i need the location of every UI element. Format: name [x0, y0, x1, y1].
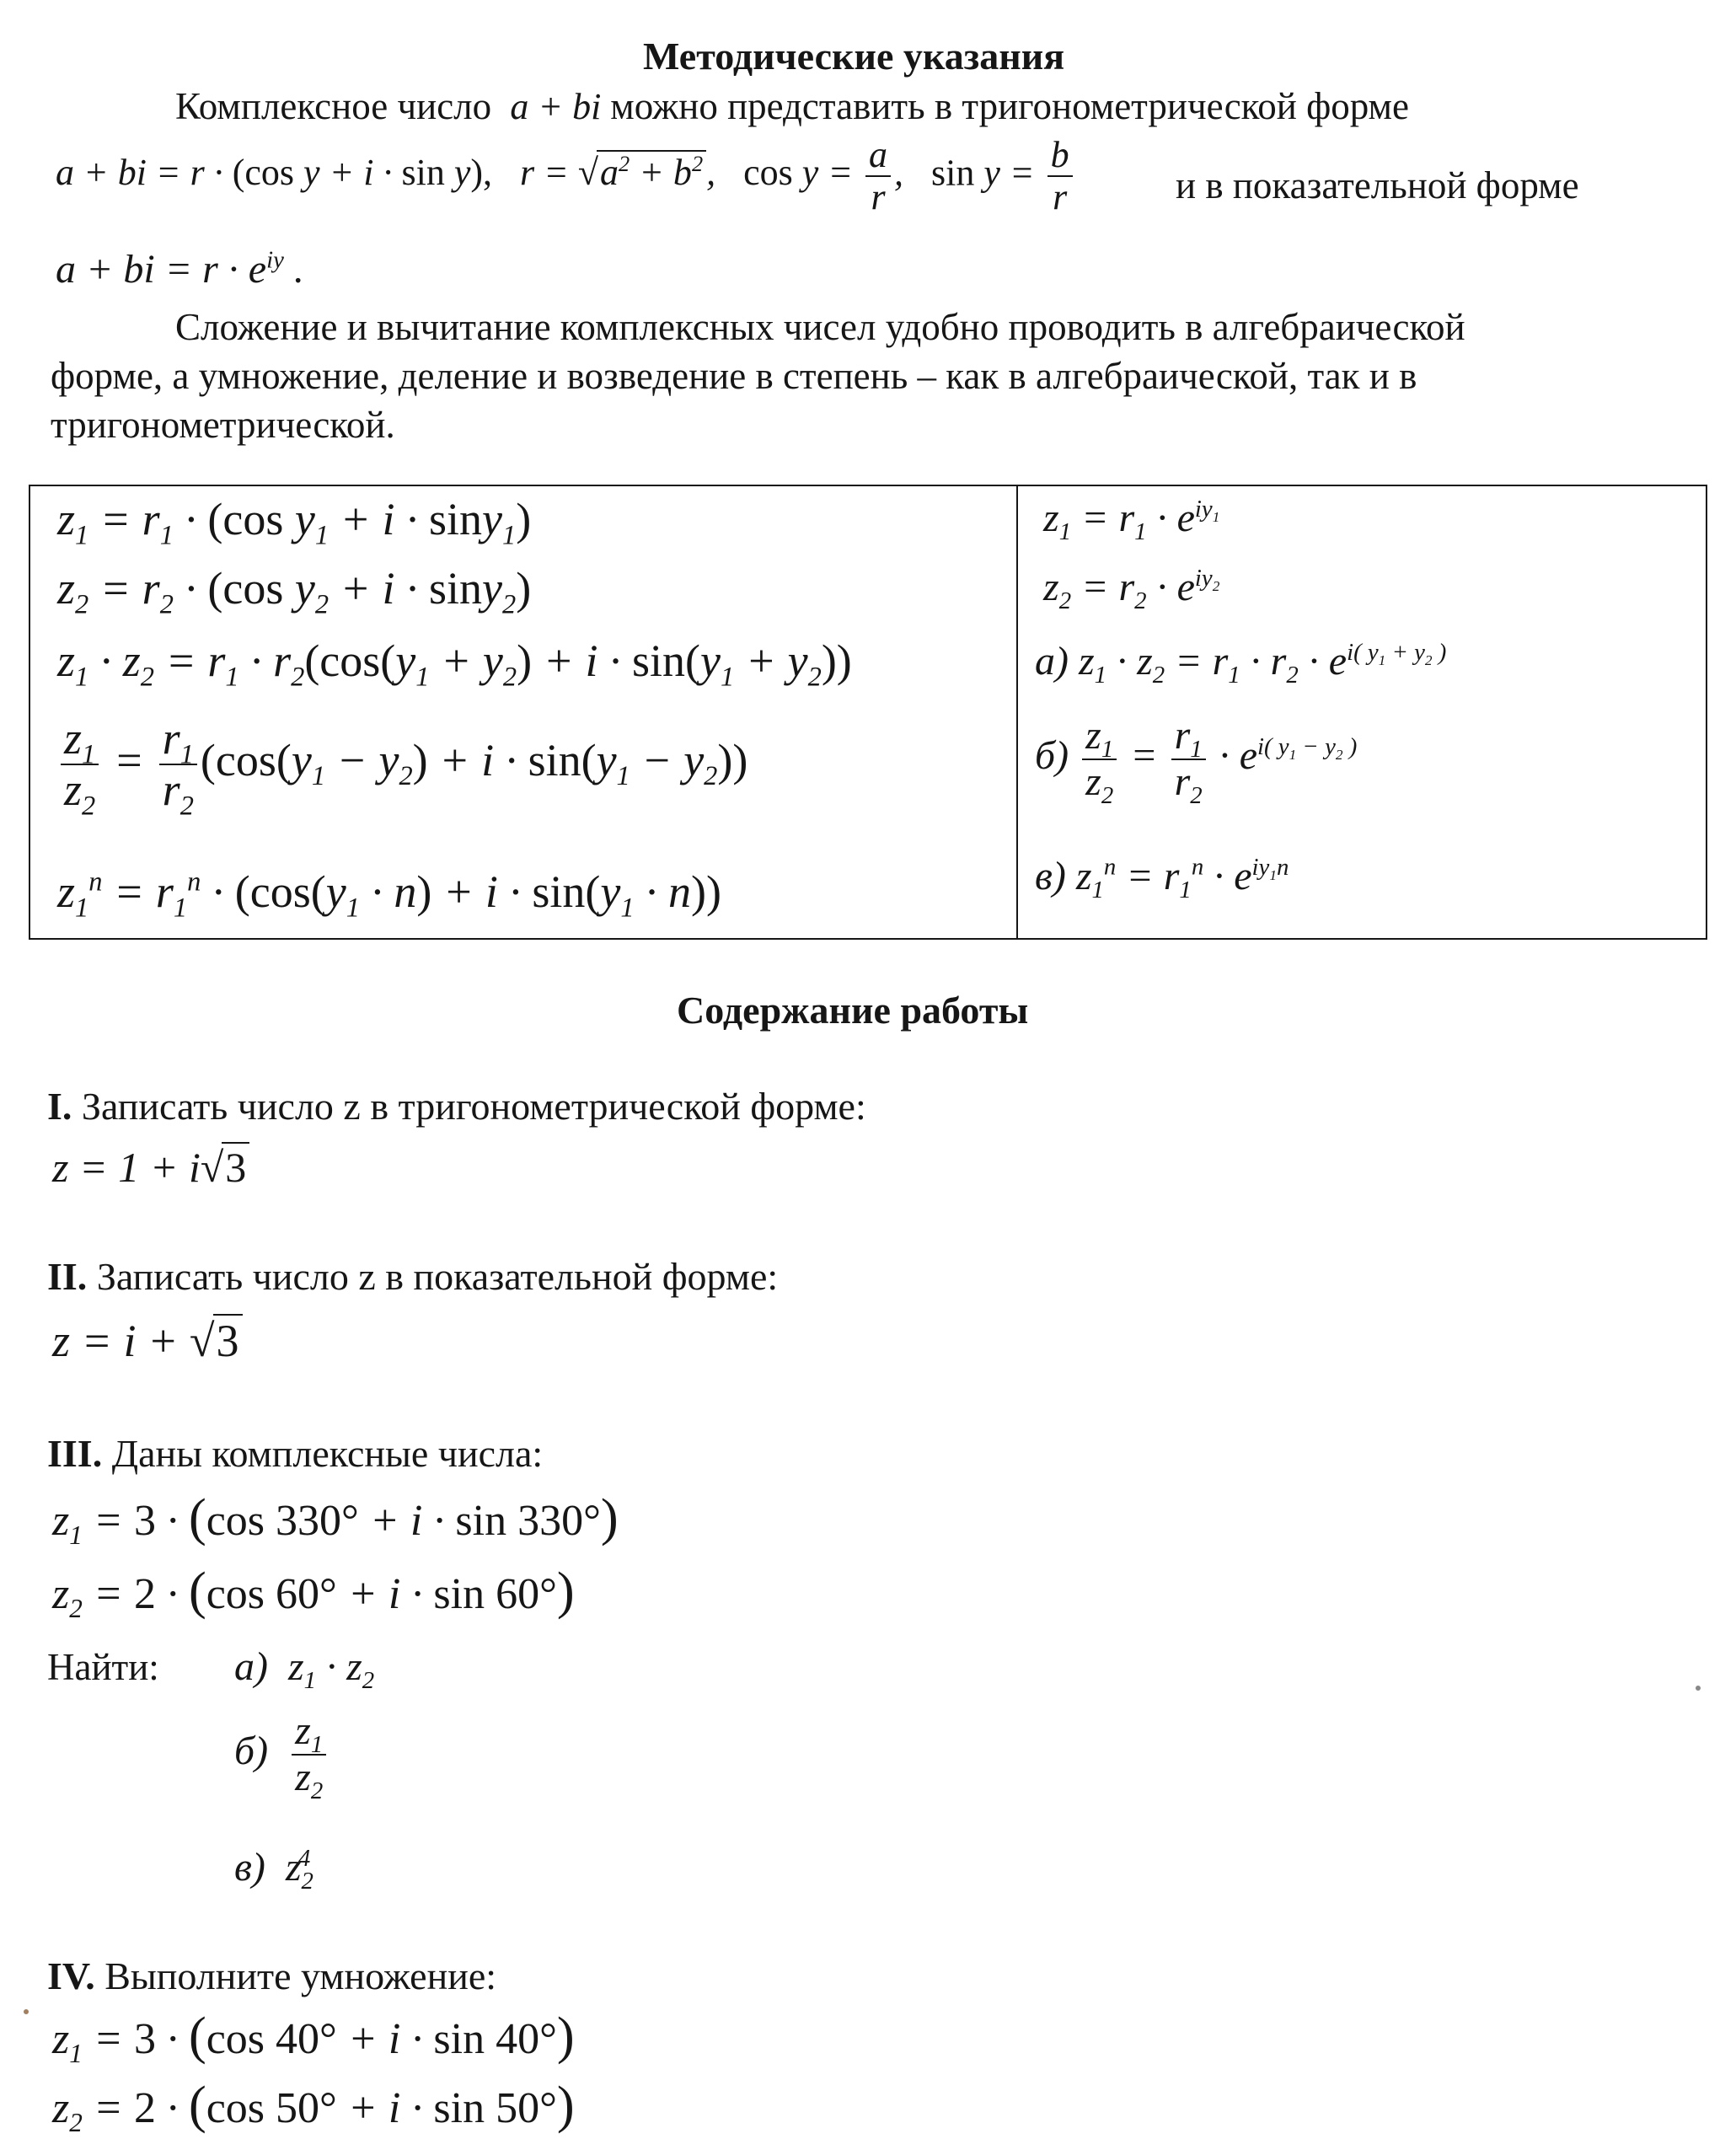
task-4-z1: $z_1 = 3 \cdot (\cos$ 40° + i · sin 40°)	[52, 2007, 575, 2068]
content-title: Содержание работы	[677, 989, 1029, 1032]
trig-quotient: $\frac{z_1}{z_2}$ = $\frac{r_1}{r_2}$ $(\cos(y_1 - y_2) + i \cdot \sin(y_1 - y_2))$	[57, 714, 747, 816]
task-3-z1-angle-cos: 330°	[276, 1497, 359, 1545]
task-1-heading	[47, 1084, 866, 1128]
intro-line-1: Комплексное число a + bi можно представить в тригонометрической форме	[175, 85, 1409, 127]
task-4-z2-modulus: 2	[133, 2084, 156, 2132]
task-3-find-a: а) $z_1 \cdot z_2$	[234, 1644, 375, 1695]
trig-operations-cell	[29, 485, 1017, 939]
task-4-z2-angle-sin: 50°	[496, 2084, 557, 2132]
exp-z2: $z_2 = r_2 \cdot e^{iy_2}$	[1043, 564, 1220, 615]
task-3-z2: $z_2 = 2 \cdot (\cos$ 60° + i · sin 60°)	[52, 1562, 575, 1623]
exp-z1: $z_1 = r_1 \cdot e^{iy_1}$	[1043, 495, 1220, 546]
task-1-formula: z = 1 + i√3	[52, 1143, 249, 1192]
task-3-find-b: б) $\frac{z_1}{z_2}$	[234, 1709, 330, 1800]
task-3-z1-modulus: 3	[133, 1497, 156, 1545]
task-3-item-b-label: б)	[234, 1728, 269, 1773]
task-3-heading	[47, 1431, 543, 1476]
task-3-find-c: в) $z_2^4$	[234, 1844, 313, 1895]
task-1-text: Записать число z в тригонометрической форме:	[81, 1085, 866, 1128]
trig-form-formula: a + bi = r · (cos y + i · sin y), $r = √a^2 + b^2$, cos y = $\frac{a}{r}$ , sin y = $\frac{b}{r}$	[56, 135, 1076, 218]
task-3-z2-angle-cos: 60°	[276, 1570, 337, 1618]
task-3-z2-modulus: 2	[133, 1570, 156, 1618]
scan-speck	[1696, 1686, 1701, 1691]
task-4-z1-angle-cos: 40°	[276, 2015, 337, 2063]
task-4-number: IV.	[47, 1954, 95, 1997]
task-3-z1-angle-sin: 330°	[517, 1497, 601, 1545]
exp-operations-cell	[1017, 485, 1707, 939]
trig-product: $z_1 \cdot z_2 = r_1 \cdot r_2(\cos(y_1 + y_2) + i \cdot \sin(y_1 + y_2))$	[57, 635, 852, 693]
exp-label-c: в)	[1035, 854, 1066, 898]
exp-product: а) $z_1 \cdot z_2 = r_1 \cdot r_2 \cdot e^{i( y_1 + y_2 )}$	[1035, 638, 1447, 689]
task-3-text: Даны комплексные числа:	[111, 1432, 544, 1475]
para2-line-1: Сложение и вычитание комплексных чисел удобно проводить в алгебраической	[175, 306, 1465, 348]
task-4-z2-angle-cos: 50°	[276, 2084, 337, 2132]
exp-label-b: б)	[1035, 732, 1069, 778]
task-3-item-a-label: а)	[234, 1644, 268, 1689]
task-3-z2-angle-sin: 60°	[496, 1570, 557, 1618]
page-title: Методические указания	[643, 35, 1065, 78]
formula-table	[29, 485, 1707, 940]
para2-line-3: тригонометрической.	[51, 404, 395, 446]
intro-line-1-pre: Комплексное число	[175, 85, 492, 127]
task-3-number: III.	[47, 1432, 103, 1475]
exp-quotient: б) $\frac{z_1}{z_2}$ = $\frac{r_1}{r_2}$ · $e^{i( y_1 - y_2 )}$	[1035, 713, 1358, 809]
trig-z1: $z_1 = r_1 \cdot (\cos$ $y_1 + i \cdot \sin y_1$)	[57, 494, 532, 551]
intro-line-1-post: можно представить в тригонометрической форме	[610, 85, 1409, 127]
exp-label-a: а)	[1035, 639, 1069, 684]
exp-power: в) $z_1^n = r_1^n \cdot e^{iy_1n}$	[1035, 853, 1289, 904]
task-4-z1-angle-sin: 40°	[496, 2015, 557, 2063]
task-2-text: Записать число z в показательной форме:	[96, 1255, 779, 1298]
trig-power: $z_1^n = r_1^n \cdot (\cos(y_1 \cdot n) + i \cdot \sin(y_1 \cdot n))$	[57, 866, 721, 924]
scan-speck	[24, 2009, 29, 2014]
intro-trig-tail: и в показательной форме	[1176, 164, 1579, 206]
exp-form-formula: a + bi = $r \cdot e^{iy}$ .	[56, 246, 304, 292]
trig-z2: $z_2 = r_2 \cdot (\cos$ $y_2 + i \cdot \sin y_2$)	[57, 563, 532, 620]
para2-line-2: форме, а умножение, деление и возведение в степень – как в алгебраической, так и в	[51, 355, 1417, 397]
task-2-number: II.	[47, 1255, 88, 1298]
task-4-text: Выполните умножение:	[104, 1954, 497, 1997]
task-3-item-c-label: в)	[234, 1845, 265, 1890]
task-3-find-label: Найти:	[47, 1646, 159, 1688]
task-2-heading	[47, 1254, 778, 1299]
task-2-formula: z = i + √3	[52, 1315, 243, 1367]
task-4-heading	[47, 1954, 496, 1998]
task-4-z1-modulus: 3	[133, 2015, 156, 2063]
task-1-number: I.	[47, 1085, 72, 1128]
task-3-z1: $z_1 = 3 \cdot (\cos$ 330° + i · sin 330°)	[52, 1488, 619, 1550]
task-4-z2: $z_2 = 2 \cdot (\cos$ 50° + i · sin 50°)	[52, 2076, 575, 2137]
